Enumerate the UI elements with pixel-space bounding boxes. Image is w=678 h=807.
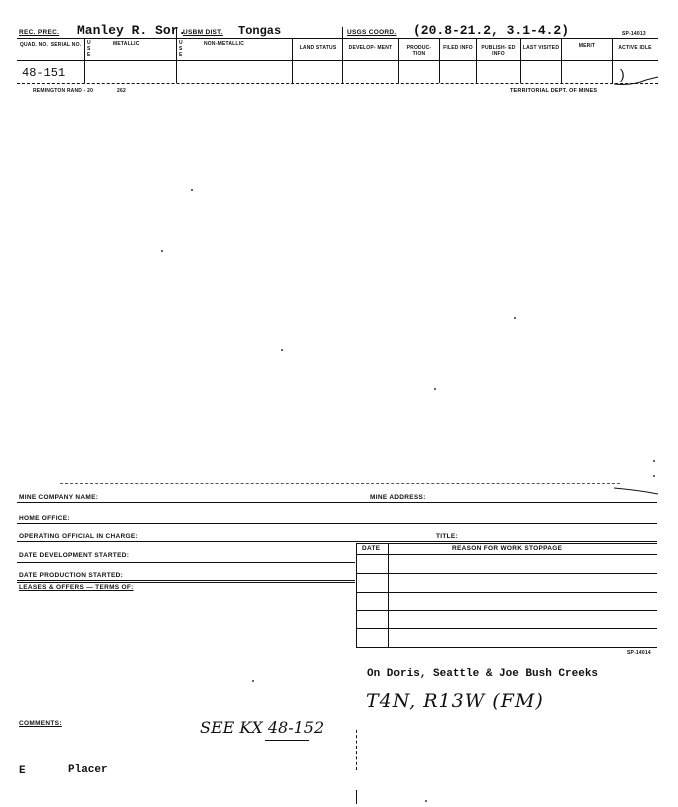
date-development-label: DATE DEVELOPMENT STARTED:	[19, 552, 130, 559]
rec-prec-value: Manley R. Sor.	[77, 23, 187, 38]
type-code: E	[19, 765, 26, 777]
col-non-metallic: NON-METALLIC	[204, 41, 245, 47]
col-production: PRODUC- TION	[406, 45, 432, 57]
home-office-label: HOME OFFICE:	[19, 515, 70, 522]
mine-address-label: MINE ADDRESS:	[370, 494, 426, 501]
title-label: TITLE:	[436, 533, 459, 540]
col-serial-no: SERIAL NO.	[50, 42, 82, 48]
see-reference-handwritten: SEE KX 48-152	[200, 718, 325, 737]
usgs-coord-value: (20.8-21.2, 3.1-4.2)	[413, 23, 570, 38]
leases-label: LEASES & OFFERS — TERMS OF:	[19, 584, 134, 591]
col-metallic: METALLIC	[113, 41, 140, 47]
operating-official-label: OPERATING OFFICIAL IN CHARGE:	[19, 533, 138, 540]
printer-line: REMINGTON RAND - 20	[33, 88, 94, 94]
col-last-visited: LAST VISITED	[522, 45, 560, 51]
location-handwritten-note: T4N, R13W (FM)	[366, 690, 544, 712]
date-production-label: DATE PRODUCTION STARTED:	[19, 572, 124, 579]
col-quad-no: QUAD. NO.	[19, 42, 49, 48]
index-card-top	[0, 0, 678, 100]
col-land-status: LAND STATUS	[299, 45, 337, 51]
issuer-line: TERRITORIAL DEPT. OF MINES	[510, 88, 598, 94]
rec-prec-label: REC. PREC.	[19, 29, 60, 36]
usbm-dist-label: USBM DIST.	[183, 29, 223, 36]
usbm-dist-value: Tongas	[238, 24, 282, 38]
comments-label: COMMENTS:	[19, 720, 62, 727]
pen-stroke-mark	[612, 74, 662, 88]
col-published-info: PUBLISH- ED INFO	[481, 45, 516, 57]
form-number-top: SP-14013	[622, 31, 646, 37]
col-filed-info: FILED INFO	[443, 45, 473, 51]
type-name: Placer	[68, 764, 108, 776]
col-use-2: U S E	[179, 40, 183, 58]
reason-column-header: REASON FOR WORK STOPPAGE	[452, 545, 563, 552]
date-column-header: DATE	[362, 545, 381, 552]
col-development: DEVELOP- MENT	[348, 45, 393, 51]
active-mark: )	[620, 66, 625, 82]
location-typed-note: On Doris, Seattle & Joe Bush Creeks	[367, 668, 599, 680]
mine-company-label: MINE COMPANY NAME:	[19, 494, 99, 501]
printer-code: 262	[117, 88, 126, 94]
col-merit: MERIT	[578, 43, 596, 49]
form-number-bottom: SP-14014	[627, 650, 651, 656]
col-active-idle: ACTIVE IDLE	[618, 45, 652, 51]
usgs-coord-label: USGS COORD.	[347, 29, 397, 36]
col-use-1: U S E	[87, 40, 91, 58]
quad-serial-value: 48-151	[22, 66, 66, 80]
pen-stroke-back	[612, 484, 662, 496]
